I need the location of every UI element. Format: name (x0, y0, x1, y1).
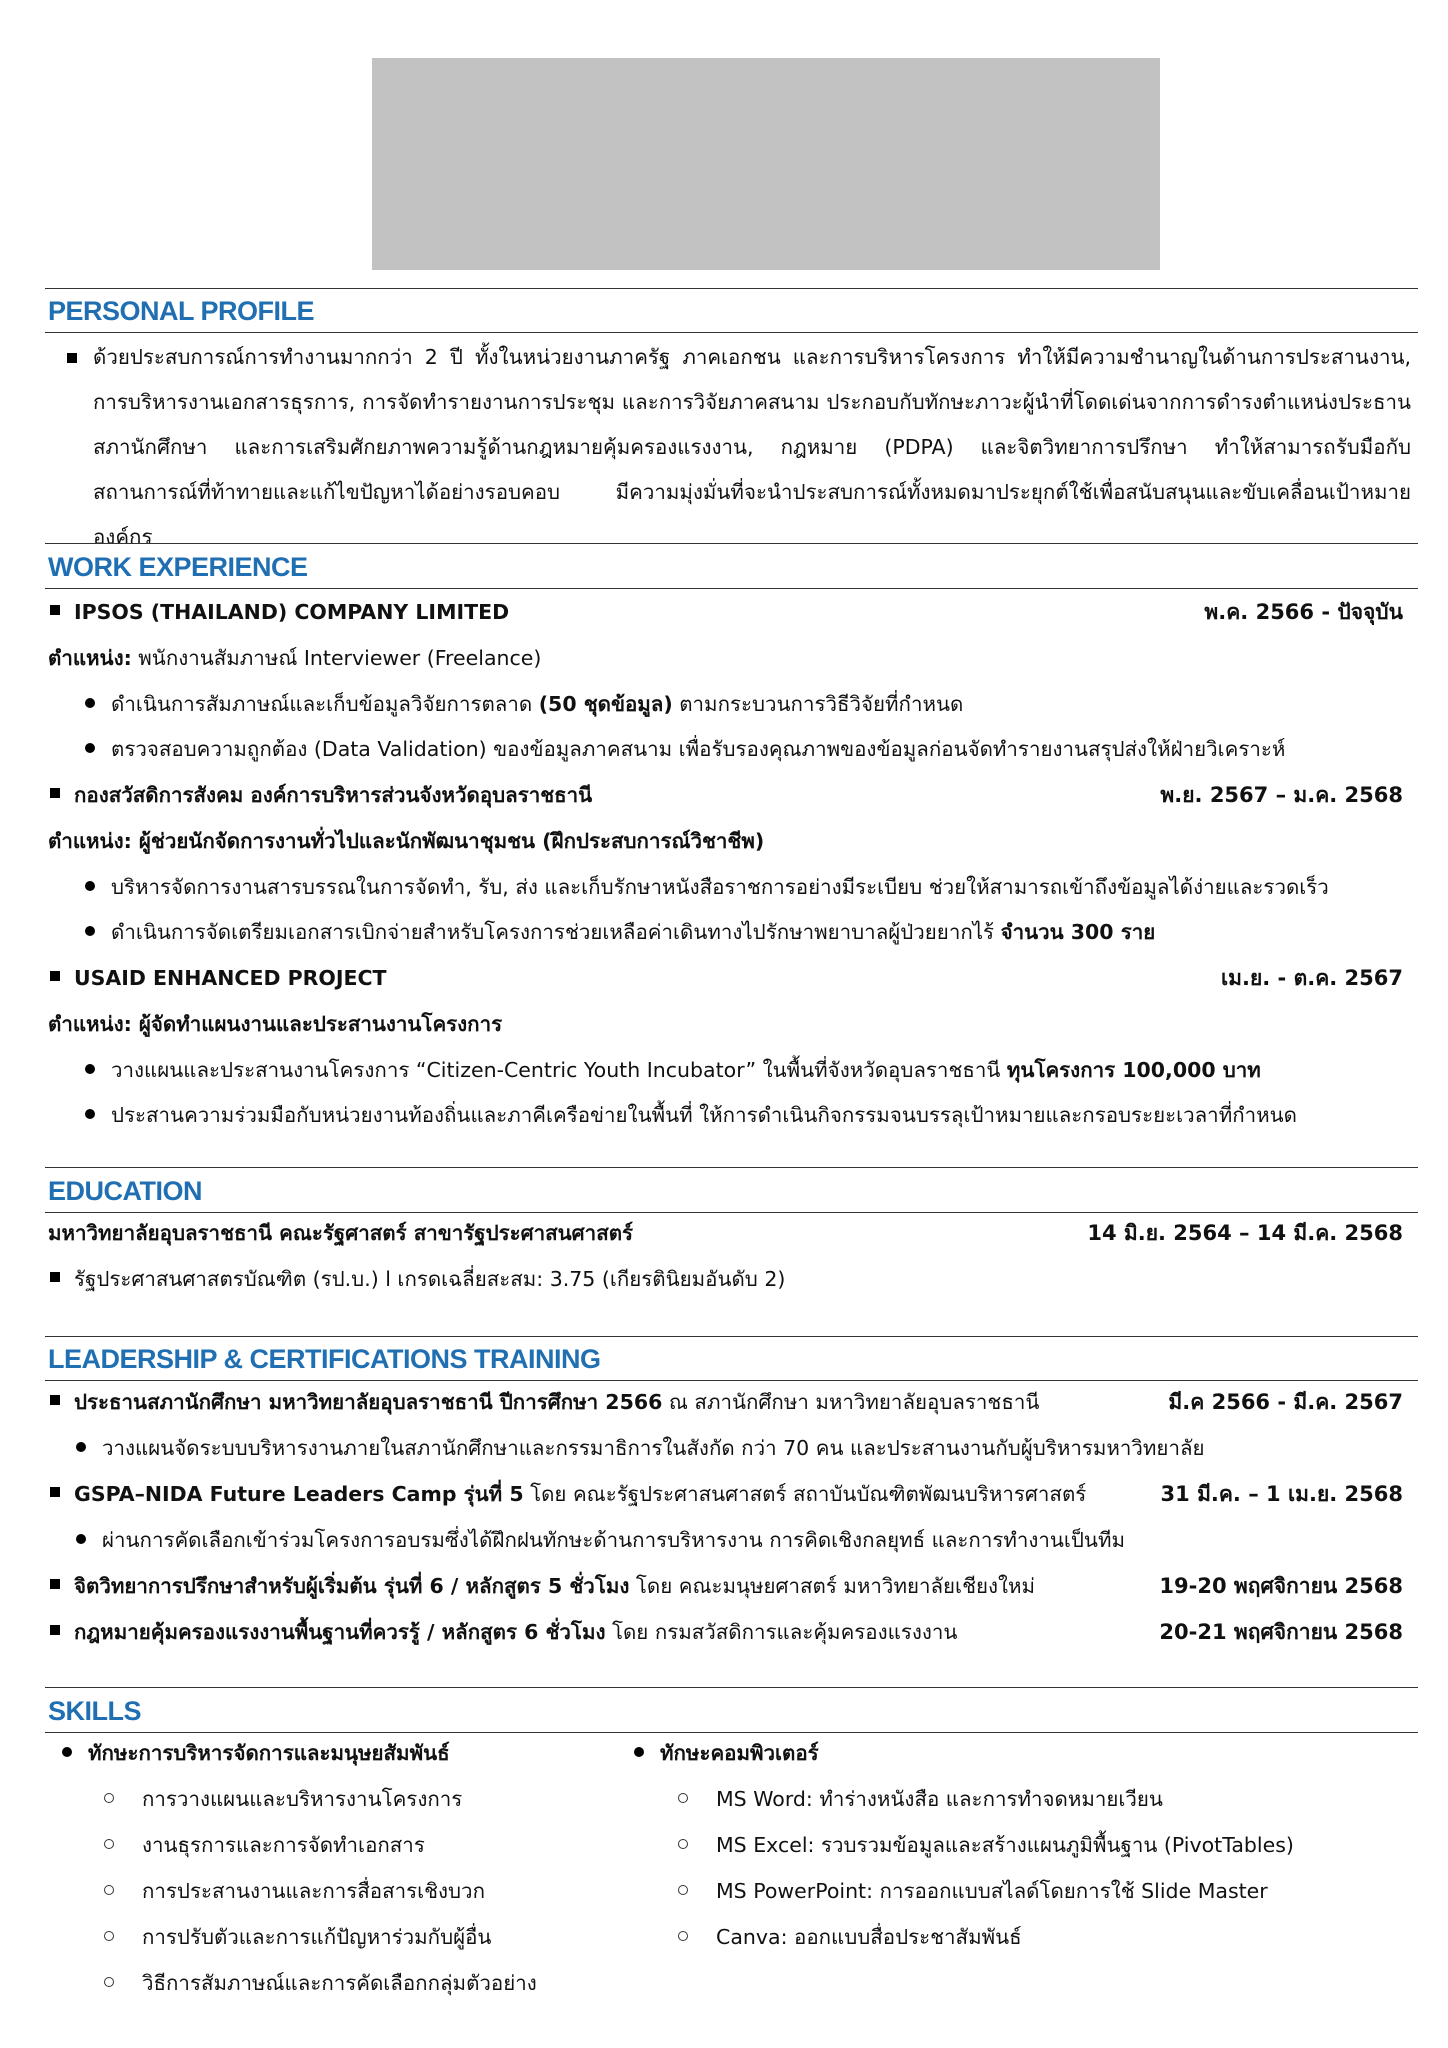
bullet-dot-icon (85, 881, 95, 891)
section-divider (45, 332, 1418, 333)
job-date: เม.ย. - ต.ค. 2567 (1220, 966, 1403, 990)
section-divider (45, 1687, 1418, 1688)
circle-bullet-icon (678, 1793, 688, 1803)
profile-photo-placeholder (372, 58, 1160, 270)
bullet-dot-icon (62, 1747, 72, 1757)
circle-bullet-icon (678, 1885, 688, 1895)
skills-left-title: ทักษะการบริหารจัดการและมนุษยสัมพันธ์ (62, 1738, 450, 1768)
work-heading: WORK EXPERIENCE (48, 552, 308, 582)
education-degree: รัฐประศาสนศาสตรบัณฑิต (รป.บ.) l เกรดเฉลี่ยสะสม: 3.75 (เกียรตินิยมอันดับ 2) (50, 1264, 785, 1294)
bullet-dot-icon (85, 1109, 95, 1119)
section-divider (45, 1336, 1418, 1337)
skills-right-title: ทักษะคอมพิวเตอร์ (634, 1738, 819, 1768)
job-bullet: ดำเนินการสัมภาษณ์และเก็บข้อมูลวิจัยการตลาด (50 ชุดข้อมูล) ตามกระบวนการวิธีวิจัยที่กำหนด (85, 689, 963, 719)
education-date: 14 มิ.ย. 2564 – 14 มี.ค. 2568 (1087, 1221, 1403, 1245)
section-divider (45, 1167, 1418, 1168)
circle-bullet-icon (678, 1931, 688, 1941)
leadership-date: 19-20 พฤศจิกายน 2568 (1159, 1574, 1403, 1598)
circle-bullet-icon (104, 1977, 114, 1987)
skill-item: MS PowerPoint: การออกแบบสไลด์โดยการใช้ Slide Master (678, 1876, 1268, 1906)
job-position: ตำแหน่ง: พนักงานสัมภาษณ์ Interviewer (Freelance) (48, 646, 542, 670)
square-bullet-icon (50, 1625, 60, 1635)
bullet-dot-icon (76, 1534, 86, 1544)
leadership-heading: LEADERSHIP & CERTIFICATIONS TRAINING (48, 1344, 601, 1374)
leadership-sub-bullet: วางแผนจัดระบบบริหารงานภายในสภานักศึกษาและกรรมาธิการในสังกัด กว่า 70 คน และประสานงานกับผู้บริหารมหาวิทยาลัย (76, 1433, 1205, 1463)
skill-item: Canva: ออกแบบสื่อประชาสัมพันธ์ (678, 1922, 1022, 1952)
bullet-dot-icon (85, 1064, 95, 1074)
job-position: ตำแหน่ง: ผู้ช่วยนักจัดการงานทั่วไปและนักพัฒนาชุมชน (ฝึกประสบการณ์วิชาชีพ) (48, 829, 765, 853)
job-bullet: วางแผนและประสานงานโครงการ “Citizen-Centric Youth Incubator” ในพื้นที่จังหวัดอุบลราชธานี ทุนโครงการ 100,000 บาท (85, 1055, 1261, 1085)
profile-summary (93, 335, 1411, 560)
bullet-dot-icon (76, 1442, 86, 1452)
skill-item: วิธีการสัมภาษณ์และการคัดเลือกกลุ่มตัวอย่าง (104, 1968, 537, 1998)
education-heading: EDUCATION (48, 1176, 202, 1206)
job-bullet: ตรวจสอบความถูกต้อง (Data Validation) ของข้อมูลภาคสนาม เพื่อรับรองคุณภาพของข้อมูลก่อนจัดทำรายงานสรุปส่งให้ฝ่ายวิเคราะห์ (85, 734, 1285, 764)
leadership-item: GSPA–NIDA Future Leaders Camp รุ่นที่ 5 โดย คณะรัฐประศาสนศาสตร์ สถาบันบัณฑิตพัฒนบริหารศาสตร์ (50, 1479, 1086, 1509)
education-school: มหาวิทยาลัยอุบลราชธานี คณะรัฐศาสตร์ สาขารัฐประศาสนศาสตร์ (48, 1221, 634, 1245)
leadership-item: กฎหมายคุ้มครองแรงงานพื้นฐานที่ควรรู้ / หลักสูตร 6 ชั่วโมง โดย กรมสวัสดิการและคุ้มครองแรงงาน (50, 1617, 957, 1647)
job-bullet: ดำเนินการจัดเตรียมเอกสารเบิกจ่ายสำหรับโครงการช่วยเหลือค่าเดินทางไปรักษาพยาบาลผู้ป่วยยากไร้ จำนวน 300 ราย (85, 917, 1155, 947)
skills-heading: SKILLS (48, 1696, 142, 1726)
circle-bullet-icon (104, 1839, 114, 1849)
skill-item: การวางแผนและบริหารงานโครงการ (104, 1784, 462, 1814)
bullet-dot-icon (85, 926, 95, 936)
job-date: พ.ย. 2567 – ม.ค. 2568 (1160, 783, 1403, 807)
bullet-dot-icon (634, 1747, 644, 1757)
leadership-sub-bullet: ผ่านการคัดเลือกเข้าร่วมโครงการอบรมซึ่งได้ฝึกฝนทักษะด้านการบริหารงาน การคิดเชิงกลยุทธ์ และการทำงานเป็นทีม (76, 1525, 1125, 1555)
square-bullet-icon (50, 1579, 60, 1589)
leadership-date: 31 มี.ค. – 1 เม.ย. 2568 (1160, 1482, 1403, 1506)
job-bullet: บริหารจัดการงานสารบรรณในการจัดทำ, รับ, ส่ง และเก็บรักษาหนังสือราชการอย่างมีระเบียบ ช่วยให้สามารถเข้าถึงข้อมูลได้ง่ายและรวดเร็ว (85, 872, 1329, 902)
bullet-dot-icon (85, 698, 95, 708)
leadership-date: 20-21 พฤศจิกายน 2568 (1159, 1620, 1403, 1644)
square-bullet-icon (50, 1487, 60, 1497)
skill-item: งานธุรการและการจัดทำเอกสาร (104, 1830, 425, 1860)
square-bullet-icon (50, 605, 60, 615)
section-divider (45, 1732, 1418, 1733)
job-bullet: ประสานความร่วมมือกับหน่วยงานท้องถิ่นและภาคีเครือข่ายในพื้นที่ ให้การดำเนินกิจกรรมจนบรรลุเป้าหมายและกรอบระยะเวลาที่กำหนด (85, 1100, 1297, 1130)
job-position: ตำแหน่ง: ผู้จัดทำแผนงานและประสานงานโครงการ (48, 1012, 503, 1036)
job-date: พ.ค. 2566 - ปัจจุบัน (1204, 600, 1403, 624)
square-bullet-icon (50, 1272, 60, 1282)
circle-bullet-icon (104, 1931, 114, 1941)
square-bullet-icon (67, 353, 77, 363)
square-bullet-icon (50, 1395, 60, 1405)
circle-bullet-icon (104, 1793, 114, 1803)
job-org: กองสวัสดิการสังคม องค์การบริหารส่วนจังหวัดอุบลราชธานี (50, 780, 592, 810)
profile-heading: PERSONAL PROFILE (48, 296, 315, 326)
leadership-item: ประธานสภานักศึกษา มหาวิทยาลัยอุบลราชธานี ปีการศึกษา 2566 ณ สภานักศึกษา มหาวิทยาลัยอุบลราชธานี (50, 1387, 1039, 1417)
bullet-dot-icon (85, 743, 95, 753)
profile-text: ด้วยประสบการณ์การทำงานมากกว่า 2 ปี ทั้งในหน่วยงานภาครัฐ ภาคเอกชน และการบริหารโครงการ ทำให้มีความชำนาญในด้านการประสานงาน, การบริหารงานเอกสารธุรการ, การจัดทำรายงานการประชุม และการวิจัยภาคสนาม ประกอบกับทักษะภาวะผู้นำที่โดดเด่นจากการดำรงตำแหน่งประธานสภานักศึกษา และการเสริมศักยภาพความรู้ด้านกฎหมายคุ้มครองแรงงาน, กฎหมาย (PDPA) และจิตวิทยาการปรึกษา ทำให้สามารถรับมือกับสถานการณ์ที่ท้าทายและแก้ไขปัญหาได้อย่างรอบคอบ มีความมุ่งมั่นที่จะนำประสบการณ์ทั้งหมดมาประยุกต์ใช้เพื่อสนับสนุนและขับเคลื่อนเป้าหมายองค์กร (93, 345, 1411, 549)
skill-item: MS Word: ทำร่างหนังสือ และการทำจดหมายเวียน (678, 1784, 1163, 1814)
section-divider (45, 288, 1418, 289)
section-divider (45, 1212, 1418, 1213)
circle-bullet-icon (678, 1839, 688, 1849)
square-bullet-icon (50, 971, 60, 981)
section-divider (45, 588, 1418, 589)
skill-item: การประสานงานและการสื่อสารเชิงบวก (104, 1876, 485, 1906)
square-bullet-icon (50, 788, 60, 798)
circle-bullet-icon (104, 1885, 114, 1895)
leadership-item: จิตวิทยาการปรึกษาสำหรับผู้เริ่มต้น รุ่นที่ 6 / หลักสูตร 5 ชั่วโมง โดย คณะมนุษยศาสตร์ มหาวิทยาลัยเชียงใหม่ (50, 1571, 1035, 1601)
leadership-date: มี.ค 2566 - มี.ค. 2567 (1168, 1390, 1403, 1414)
skill-item: MS Excel: รวบรวมข้อมูลและสร้างแผนภูมิพื้นฐาน (PivotTables) (678, 1830, 1294, 1860)
job-org: USAID ENHANCED PROJECT (50, 963, 387, 993)
section-divider (45, 1380, 1418, 1381)
section-divider (45, 543, 1418, 544)
job-org: IPSOS (THAILAND) COMPANY LIMITED (50, 597, 509, 627)
skill-item: การปรับตัวและการแก้ปัญหาร่วมกับผู้อื่น (104, 1922, 491, 1952)
